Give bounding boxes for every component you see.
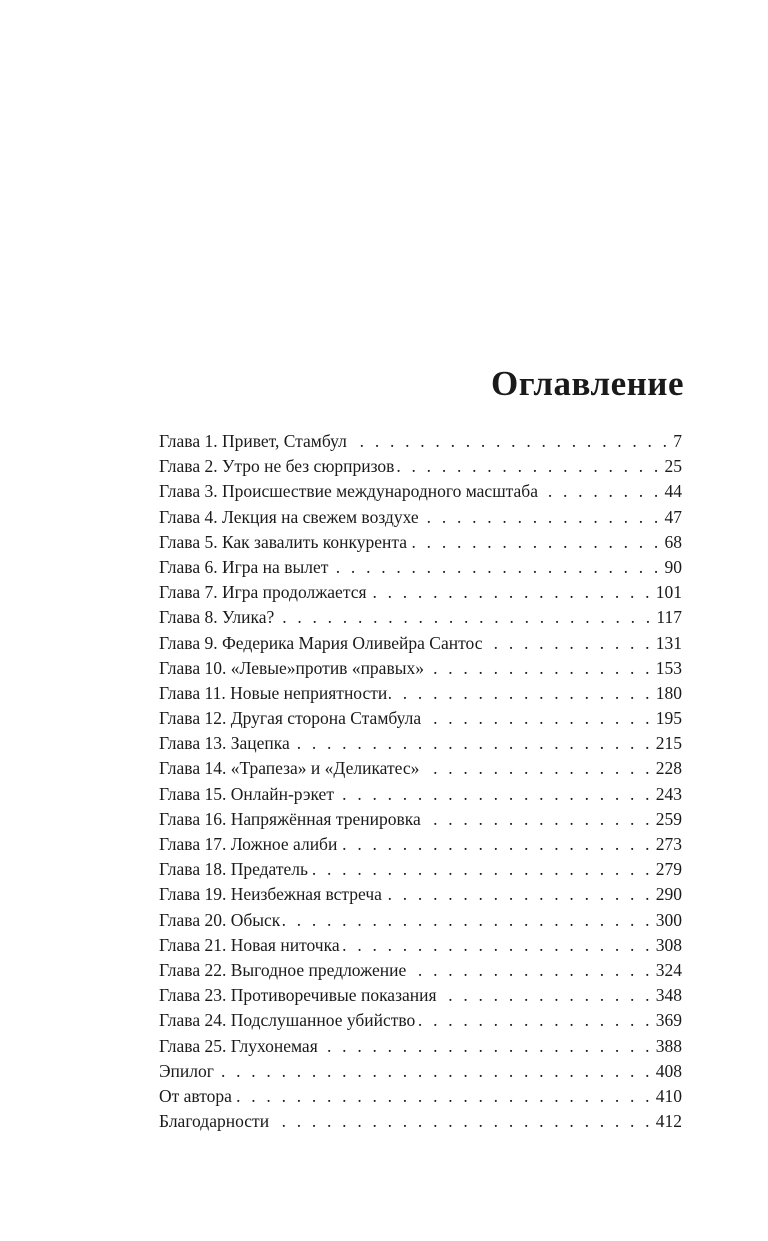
toc-entry[interactable]	[159, 960, 682, 985]
toc-entry-page: 408	[655, 1060, 682, 1081]
dot-leader	[339, 834, 652, 855]
dot-leader	[216, 1061, 653, 1082]
toc-entry-page: 195	[655, 708, 682, 729]
toc-entry-page: 215	[655, 733, 682, 754]
dot-leader	[276, 607, 653, 628]
toc-entry[interactable]	[159, 935, 682, 960]
dot-leader	[423, 809, 653, 830]
dot-leader	[426, 658, 653, 679]
toc-entry[interactable]	[159, 683, 682, 708]
toc-entry[interactable]	[159, 1061, 682, 1086]
toc-entry-label: Благодарности	[159, 1111, 270, 1132]
toc-entry[interactable]	[159, 985, 682, 1010]
toc-entry-page: 273	[655, 834, 682, 854]
toc-entry-label: Глава 20. Обыск	[159, 909, 281, 930]
dot-leader	[421, 507, 662, 528]
toc-entry[interactable]	[159, 884, 682, 909]
toc-entry-page: 90	[664, 556, 682, 577]
toc-entry-label: Глава 24. Подслушанное убийство	[159, 1010, 416, 1031]
toc-entry[interactable]	[159, 1111, 682, 1136]
dot-leader	[292, 733, 653, 754]
dot-leader	[484, 633, 652, 654]
toc-entry-label: Глава 4. Лекция на свежем воздухе	[159, 506, 419, 527]
dot-leader	[369, 582, 653, 603]
toc-entry[interactable]	[159, 733, 682, 758]
toc-entry-label: Глава 8. Улика?	[159, 607, 275, 628]
table-of-contents	[159, 431, 682, 1136]
toc-entry-label: Глава 1. Привет, Стамбул	[159, 431, 347, 451]
dot-leader	[389, 683, 652, 704]
toc-entry-page: 410	[655, 1085, 682, 1106]
toc-entry[interactable]	[159, 1036, 682, 1061]
toc-entry-label: Глава 12. Другая сторона Стамбула	[159, 708, 422, 729]
toc-entry-page: 259	[655, 808, 682, 829]
toc-entry-label: Глава 23. Противоречивые показания	[159, 985, 437, 1006]
dot-leader	[396, 456, 661, 477]
dot-leader	[271, 1111, 653, 1132]
toc-entry-page: 388	[655, 1035, 682, 1056]
toc-entry[interactable]	[159, 532, 682, 557]
toc-entry-label: Глава 14. «Трапеза» и «Деликатес»	[159, 758, 420, 779]
toc-entry[interactable]	[159, 1086, 682, 1111]
toc-entry-page: 153	[655, 657, 682, 678]
dot-leader	[423, 708, 653, 729]
dot-leader	[310, 859, 653, 880]
dot-leader	[234, 1086, 653, 1107]
toc-entry-page: 228	[655, 758, 682, 779]
toc-entry-label: Глава 10. «Левые»против «правых»	[159, 657, 424, 678]
toc-entry-page: 7	[673, 431, 682, 451]
toc-entry-page: 348	[655, 985, 682, 1006]
toc-entry-label: Глава 3. Происшествие международного масштаба	[159, 481, 538, 502]
toc-entry[interactable]	[159, 633, 682, 658]
toc-entry-label: Глава 19. Неизбежная встреча	[159, 884, 382, 905]
dot-leader	[408, 960, 653, 981]
toc-entry[interactable]	[159, 910, 682, 935]
toc-entry[interactable]	[159, 784, 682, 809]
toc-entry-label: Эпилог	[159, 1060, 214, 1081]
toc-entry[interactable]	[159, 658, 682, 683]
toc-entry[interactable]	[159, 557, 682, 582]
dot-leader	[336, 784, 653, 805]
toc-entry-page: 300	[655, 909, 682, 930]
toc-entry-label: Глава 11. Новые неприятности	[159, 682, 388, 703]
page-title: Оглавление	[491, 364, 684, 403]
toc-entry-label: Глава 15. Онлайн-рэкет	[159, 783, 334, 804]
dot-leader	[439, 985, 653, 1006]
toc-entry-page: 180	[655, 682, 682, 703]
toc-entry-page: 68	[664, 531, 682, 552]
dot-leader	[330, 557, 661, 578]
toc-entry-page: 131	[655, 632, 682, 653]
toc-entry-page: 44	[664, 481, 682, 502]
toc-entry-page: 243	[655, 783, 682, 804]
toc-entry-label: Глава 16. Напряжённая тренировка	[159, 808, 421, 829]
toc-entry-label: Глава 2. Утро не без сюрпризов	[159, 456, 395, 477]
toc-entry-page: 308	[655, 934, 682, 955]
toc-entry-label: Глава 17. Ложное алиби	[159, 834, 338, 854]
toc-entry[interactable]	[159, 607, 682, 632]
toc-entry-page: 279	[655, 859, 682, 880]
toc-entry-page: 25	[664, 456, 682, 477]
dot-leader	[349, 431, 670, 452]
toc-entry-label: Глава 9. Федерика Мария Оливейра Сантос	[159, 632, 483, 653]
dot-leader	[320, 1036, 653, 1057]
dot-leader	[282, 910, 652, 931]
toc-entry-page: 290	[655, 884, 682, 905]
toc-entry[interactable]	[159, 582, 682, 607]
toc-entry-label: Глава 7. Игра продолжается	[159, 582, 367, 603]
toc-entry-label: Глава 13. Зацепка	[159, 733, 290, 754]
toc-entry[interactable]	[159, 834, 682, 859]
toc-entry-label: Глава 5. Как завалить конкурента	[159, 531, 408, 552]
toc-entry[interactable]	[159, 507, 682, 532]
toc-entry-page: 324	[655, 959, 682, 980]
dot-leader	[421, 758, 652, 779]
toc-entry[interactable]	[159, 758, 682, 783]
dot-leader	[417, 1010, 652, 1031]
toc-entry[interactable]	[159, 456, 682, 481]
toc-entry-page: 369	[655, 1010, 682, 1031]
dot-leader	[342, 935, 653, 956]
toc-entry[interactable]	[159, 708, 682, 733]
dot-leader	[384, 884, 653, 905]
dot-leader	[540, 481, 662, 502]
toc-entry[interactable]	[159, 809, 682, 834]
toc-entry-label: Глава 25. Глухонемая	[159, 1035, 318, 1056]
toc-entry[interactable]	[159, 431, 682, 456]
toc-entry-page: 47	[664, 506, 682, 527]
toc-entry-page: 101	[655, 582, 682, 603]
toc-entry[interactable]	[159, 859, 682, 884]
toc-entry[interactable]	[159, 481, 682, 506]
toc-entry-label: Глава 21. Новая ниточка	[159, 934, 340, 955]
toc-entry-label: Глава 18. Предатель	[159, 859, 308, 880]
dot-leader	[409, 532, 661, 553]
toc-entry-page: 412	[655, 1111, 682, 1132]
toc-entry-label: Глава 22. Выгодное предложение	[159, 959, 407, 980]
toc-entry-label: Глава 6. Игра на вылет	[159, 556, 329, 577]
toc-entry[interactable]	[159, 1010, 682, 1035]
toc-entry-label: От автора	[159, 1085, 232, 1106]
toc-entry-page: 117	[656, 607, 682, 628]
